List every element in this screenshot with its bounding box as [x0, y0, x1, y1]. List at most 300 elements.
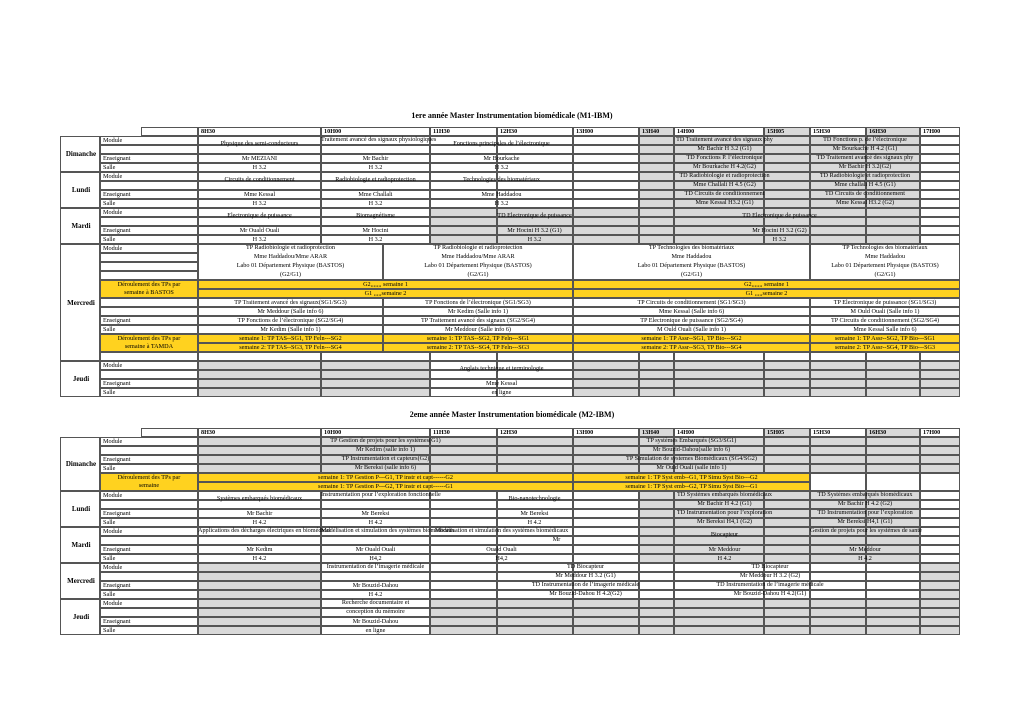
m2-mer-cell — [920, 563, 960, 572]
m1-lun-row-label — [100, 181, 198, 190]
m2-time-16h30: 16H30 — [866, 428, 920, 437]
m2-time-8h30: 8H30 — [198, 428, 321, 437]
m1-jeu-row-label: Enseignant — [100, 379, 198, 388]
m1-lun-td-a1: TD Radiobiologie et radioprotection — [679, 172, 770, 179]
m1-lun-cell — [573, 172, 639, 181]
m1-jeu-course1-room: en ligne — [491, 389, 512, 396]
m2-jeu-day-jeu — [60, 599, 100, 635]
m2-lun-c2: Instrumentation pour l’exploration fonctionnelle — [321, 491, 441, 498]
m1-jeu-course1-teacher: Mme Kessal — [485, 380, 518, 387]
m1-jeu-cell — [639, 379, 674, 388]
m2-mer-cell — [920, 581, 960, 590]
m1-jeu-cell — [573, 388, 639, 397]
m1-mer-last-cell — [573, 352, 639, 361]
m1-mer-t8: TP Circuits de conditionnement (SG2/SG4) — [810, 316, 960, 325]
m1-jeu-day-label-jeu: Jeudi — [72, 375, 90, 383]
m1-dim-td-a1b: Mr Bachir H 3.2 (G1) — [697, 145, 752, 152]
m2-dim-b1: TP systèmes Embarqués (SG3/SG1) — [646, 437, 737, 444]
m2-lun-cell — [321, 500, 430, 509]
m1-time-13h40: 13H40 — [639, 127, 674, 136]
m2-mer-b2b: Mr Bouzid-Dahou H 4.2(G1) — [733, 590, 807, 597]
m2-mar-c5s: H 4.2 — [858, 555, 872, 562]
m1-mar-day-mar — [60, 208, 100, 244]
m1-jeu-cell — [810, 361, 866, 370]
m1-lun-course3-room: H 3.2 — [494, 200, 509, 207]
m2-mer-cell — [198, 572, 321, 581]
m1-mar-cell — [920, 208, 960, 217]
m2-mar-cell — [573, 527, 639, 536]
m2-mar-day-label-mar: Mardi — [71, 541, 91, 549]
m2-jeu-cell — [764, 617, 810, 626]
m2-jeu-cell — [497, 626, 573, 635]
m2-jeu-cell — [639, 617, 674, 626]
m1-lun-cell — [573, 190, 639, 199]
m2-mer-a1b: Mr Meddour H 3.2 (G1) — [555, 572, 616, 579]
m1-lun-td-b1: TD Radiobiologie et radioprotection — [819, 172, 911, 179]
m1-mar-row-label — [100, 217, 198, 226]
m2-dim-row-label: Module — [100, 437, 198, 446]
m1-mer-tp-frame — [810, 244, 960, 280]
m1-jeu-cell — [866, 361, 920, 370]
m2-mar-c3x: Mr — [552, 536, 561, 543]
m2-lun-a2b: Mr Bereksi H4,1 (G2) — [697, 518, 752, 525]
m1-jeu-cell — [764, 370, 810, 379]
m2-dim-a1b: Mr Kedim (salle info 1) — [355, 446, 416, 453]
m1-dim-course2-room: H 3.2 — [368, 164, 383, 171]
m2-time-11h30: 11H30 — [430, 428, 497, 437]
m2-dim-a1: TP Gestion de projets pour les systèmes(G1) — [330, 437, 441, 444]
m2-jeu-cell — [674, 599, 764, 608]
m1-lun-cell — [573, 181, 639, 190]
m1-mer-bastos-w1b: G2,,,,,,, semaine 1 — [573, 280, 960, 289]
m2-mer-b1b: Mr Meddour H 3.2 (G2) — [739, 572, 801, 579]
m1-mer-t2b: Mr Kedim (Salle info 1) — [383, 307, 573, 316]
m2-time-15h05: 15H05 — [764, 428, 810, 437]
m2-dim-row-label: Enseignant — [100, 455, 198, 464]
m2-lun-b2b: Mr Bereksi H4,1 (G1) — [837, 518, 893, 525]
m2-dim-cell — [920, 473, 960, 491]
m2-jeu-cell — [810, 617, 866, 626]
m1-jeu-cell — [573, 379, 639, 388]
m2-mar-cell — [810, 536, 866, 545]
m1-dim-course2: Traitement avancé des signaux physiologiques — [321, 136, 437, 143]
m2-jeu-cell — [639, 608, 674, 617]
m2-mer-a2: TD Instrumentation de l’imagerie médicale — [531, 581, 640, 588]
m2-lun-b1b: Mr Bachir H 4.2 (G2) — [837, 500, 893, 507]
m2-jeu-cell — [866, 599, 920, 608]
m1-lun-cell — [920, 199, 960, 208]
m1-mar-td2: TD Electronique de puissance — [742, 212, 817, 219]
m2-jeu-cell — [866, 626, 920, 635]
m1-mer-tp2-s: Labo 01 Département Physique (BASTOS) — [424, 262, 532, 269]
m1-mer-t6b: Mr Meddour (Salle info 6) — [383, 325, 573, 334]
m1-day-label-mer: Mercredi — [67, 298, 95, 307]
m2-time-17h00: 17H00 — [920, 428, 960, 437]
m2-mar-cell — [573, 545, 639, 554]
m1-dim-cell — [920, 145, 960, 154]
m1-jeu-cell — [810, 379, 866, 388]
m1-dim-cell — [573, 154, 639, 163]
m2-mer-cell — [920, 572, 960, 581]
m2-mer-a1: TD Biocapteur — [567, 563, 604, 570]
m2-dim-cell — [920, 446, 960, 455]
m2-jeu-c1s: en ligne — [365, 627, 386, 634]
m2-dim-cell — [810, 473, 866, 491]
m1-mer-tp-frame — [383, 244, 573, 280]
m1-mar-course2: Biomagnétisme — [356, 212, 395, 219]
m1-mar-row-label: Enseignant — [100, 226, 198, 235]
m1-mar-cell — [920, 235, 960, 244]
m1-mer-tamda-z7: semaine 1: TP Assr--SG2, TP Bio---SG1 — [810, 334, 960, 343]
m2-dim-cell — [866, 446, 920, 455]
m2-dim-cell — [920, 437, 960, 446]
m2-mer-c1: Instrumentation de l’imagerie médicale — [326, 563, 425, 570]
m2-dim-b2: TP Simulation de systemes Biomédicaux (SG4/SG2) — [626, 455, 757, 462]
m1-mer-tp2-e: Mme Haddadou/Mme ARAR — [441, 253, 515, 260]
m1-dim-row-label: Module — [100, 136, 198, 145]
m1-mer-t6: TP Traitement avancé des signaux (SG2/SG4) — [383, 316, 573, 325]
m2-mar-c4: Biocapteur — [710, 531, 739, 538]
m1-dim-course1: Physique des semi-conducteurs — [220, 140, 299, 147]
m1-jeu-cell — [674, 370, 764, 379]
m1-jeu-cell — [321, 361, 430, 370]
m2-jeu-cell — [810, 599, 866, 608]
m2-lun-a1: TD Systèmes embarqués biomédicaux — [676, 491, 773, 498]
m1-time-8h30: 8H30 — [198, 127, 321, 136]
m2-mer-a2b: Mr Bouzid-Dahou H 4.2(G2) — [549, 590, 622, 597]
m1-lun-td-b1b: Mme challali H 4.5 (G1) — [834, 181, 896, 188]
m1-mer-last-cell — [430, 352, 497, 361]
m1-dim-course2-teacher: Mr Bachir — [362, 155, 389, 162]
m1-jeu-cell — [764, 388, 810, 397]
m1-dim-row-label: Enseignant — [100, 154, 198, 163]
m2-lun-c3e: Mr Bereksi — [520, 510, 549, 517]
m2-jeu-cell — [639, 599, 674, 608]
m1-mer-tp4-e: Mme Haddadou — [864, 253, 906, 260]
m2-jeu-row-label: Salle — [100, 626, 198, 635]
m2-dim-row-label — [100, 446, 198, 455]
m2-jeu-c1: Recherche documentaire et — [341, 599, 410, 606]
m2-mer-row-label: Enseignant — [100, 581, 198, 590]
m1-dim-td-b2b: Mr Bachir H 3.2(G2) — [838, 163, 892, 170]
m2-jeu-cell — [674, 617, 764, 626]
m2-lun-a1b: Mr Bachir H 4.2 (G1) — [697, 500, 752, 507]
m2-jeu-cell — [430, 599, 497, 608]
m2-jeu-cell — [866, 608, 920, 617]
m1-lun-td-a1b: Mme Challali H 4.5 (G2) — [693, 181, 756, 188]
m1-jeu-cell — [321, 379, 430, 388]
m1-time-10h00: 10H00 — [321, 127, 430, 136]
m2-lun-c1e: Mr Bachir — [246, 510, 273, 517]
m1-day-mer — [60, 244, 100, 361]
m2-lun-c3s: H 4.2 — [527, 519, 542, 526]
m2-mer-row-label — [100, 572, 198, 581]
m2-mer-c1s: H 4.2 — [368, 591, 383, 598]
m1-mer-tp2: TP Radiobiologie et radioprotection — [433, 244, 523, 251]
m2-lun-a2: TD Instrumentation pour l’exploration — [676, 509, 773, 516]
m2-jeu-cell — [920, 617, 960, 626]
m2-time-10h00: 10H00 — [321, 428, 430, 437]
m2-mer-cell — [198, 563, 321, 572]
m2-mar-c1s: H 4.2 — [252, 555, 267, 562]
m2-lun-row-label: Enseignant — [100, 509, 198, 518]
m2-mer-b2: TD Instrumentation de l’imagerie médicale — [716, 581, 824, 588]
m2-title: 2eme année Master Instrumentation biomédicale (M2-IBM) — [409, 410, 615, 419]
m1-jeu-cell — [920, 361, 960, 370]
m2-lun-c3: Bio-nanotechnologie — [508, 495, 561, 502]
m2-mar-c1: Applications des décharges électriques en biomédical — [198, 527, 331, 534]
m2-jeu-cell — [198, 626, 321, 635]
m1-jeu-row-label — [100, 370, 198, 379]
m2-jeu-cell — [866, 617, 920, 626]
m2-mar-c4e: Mr Meddour — [708, 546, 741, 553]
m1-time-15h05: 15H05 — [764, 127, 810, 136]
m2-dim-cell — [810, 446, 866, 455]
m1-mer-tp1-s: Labo 01 Département Physique (BASTOS) — [236, 262, 345, 269]
m2-mar-c3e: Ouald Ouali — [486, 546, 517, 553]
m2-dim-cell — [866, 437, 920, 446]
m1-mer-tp3-g: (G2/G1) — [681, 271, 702, 278]
m2-dim-a2b: Mr Bereksi (salle info 6) — [354, 464, 417, 471]
m2-lun-c2s: H 4.2 — [368, 519, 383, 526]
m2-jeu-cell — [674, 608, 764, 617]
m2-jeu-c1e: Mr Bouzid-Dahou — [352, 618, 399, 625]
m2-dim-a2: TP Instrumentation et capteurs(G2) — [341, 455, 430, 462]
m1-jeu-cell — [198, 361, 321, 370]
m1-lun-td-a2b: Mme Kessal H3.2 (G1) — [695, 199, 754, 206]
m2-mar-cell — [573, 536, 639, 545]
m2-lun-cell — [920, 509, 960, 518]
m2-jeu-cell — [674, 626, 764, 635]
m1-mer-row-label: Salle — [100, 325, 198, 334]
m1-dim-course1-room: H 3.2 — [252, 164, 267, 171]
m2-lun-cell — [920, 491, 960, 500]
m1-dim-td-b1: TD Fonctions p. de l’électronique — [823, 136, 907, 143]
m2-mar-c3s: H4,2 — [495, 555, 508, 562]
m1-jeu-course1: Anglais technique et terminologie — [459, 365, 544, 372]
m1-lun-course1-teacher: Mme Kessal — [243, 191, 276, 198]
m1-mar-td2-room: H 3.2 — [772, 236, 787, 243]
m2-dim-deroulement-label: Déroulement des TPs par semaine — [100, 473, 198, 491]
m2-lun-c2e: Mr Bereksi — [361, 510, 390, 517]
m2-jeu-cell — [198, 608, 321, 617]
m2-lun-c1: Systèmes embarqués biomédicaux — [216, 495, 303, 502]
m2-time-15h30: 15H30 — [810, 428, 866, 437]
m2-time-14h00: 14H00 — [674, 428, 764, 437]
m2-time-header — [60, 428, 960, 437]
m2-mer-cell — [866, 581, 920, 590]
m2-jeu-cell — [639, 626, 674, 635]
m1-lun-course3: Technologies des biomatériaux — [463, 176, 540, 183]
m1-mer-bastos-w2b: G1 ,,,,,semaine 2 — [573, 289, 960, 298]
m1-mer-tp1: TP Radiobiologie et radioprotection — [246, 244, 335, 251]
m2-lun-b2: TD Instrumentation pour l’exploration — [817, 509, 913, 516]
m1-mar-td1-room: H 3.2 — [527, 236, 542, 243]
m1-mer-row-label — [100, 298, 198, 307]
m1-mer-row-label: Module — [100, 244, 198, 253]
m1-dim-course3-teacher: Mr Bourkache — [483, 155, 520, 162]
m2-dim-y4: semaine 1: TP Syst emb--G2, TP Simu Syst Bio---G1 — [573, 482, 810, 491]
m1-mer-last-cell — [866, 352, 920, 361]
m1-mer-t8b: Mme Kessal Salle info 6) — [810, 325, 960, 334]
m1-jeu-cell — [198, 379, 321, 388]
m2-mer-cell — [198, 590, 321, 599]
m1-mar-td1: TD Electronique de puissance — [497, 212, 572, 219]
m2-lun-day-lun — [60, 491, 100, 527]
m2-mer-cell — [920, 590, 960, 599]
m2-mer-cell — [430, 572, 497, 581]
m1-title: 1ere année Master Instrumentation biomédicale (M1-IBM) — [411, 111, 613, 120]
m1-dim-row-label: Salle — [100, 163, 198, 172]
m1-mar-course1-teacher: Mr Ouald Ouali — [239, 227, 280, 234]
m1-dim-day-label-dim: Dimanche — [65, 150, 97, 158]
m1-lun-course2-teacher: Mme Challali — [358, 191, 393, 198]
m1-mar-td1-teacher: Mr Hocini H 3.2 (G1) — [507, 227, 562, 234]
m2-dim-cell — [810, 455, 866, 464]
m2-dim-b1b: Mr Bouzid-Dahou(salle info 6) — [652, 446, 731, 453]
m1-lun-course2: Radiobiologie et radioprotection — [335, 176, 416, 183]
m1-mar-day-label-mar: Mardi — [71, 222, 91, 230]
m1-mer-tp4: TP Technologies des biomatériaux — [842, 244, 928, 251]
m2-lun-b1: TD Systèmes embarqués biomédicaux — [817, 491, 913, 498]
m1-dim-day-dim — [60, 136, 100, 172]
m2-jeu-cell — [198, 617, 321, 626]
m2-jeu-cell — [810, 608, 866, 617]
m1-mer-tamda-z8: semaine 2: TP Assr--SG4, TP Bio---SG3 — [810, 343, 960, 352]
m1-mer-bastos-w2: G1 ,,,,,semaine 2 — [198, 289, 573, 298]
m1-mer-row-label: Enseignant — [100, 316, 198, 325]
m1-jeu-row-label: Salle — [100, 388, 198, 397]
m2-mar-c5: Gestion de projets pour les systèmes de santé — [810, 527, 922, 534]
m2-dim-cell — [920, 464, 960, 473]
m1-mer-row-label — [100, 262, 198, 271]
m2-mer-b1: TD Biocapteur — [751, 563, 789, 570]
m2-mar-row-label: Module — [100, 527, 198, 536]
m1-mer-t4b: M Ould Ouali (Salle info 1) — [810, 307, 960, 316]
m1-dim-cell — [920, 136, 960, 145]
m1-lun-day-label-lun: Lundi — [71, 186, 91, 194]
m1-mer-t4: TP Electronique de puissance (SG1/SG3) — [810, 298, 960, 307]
m1-dim-td-a2b: Mr Bourkache H 4.2(G2) — [693, 163, 756, 170]
m1-lun-cell — [920, 181, 960, 190]
m1-jeu-cell — [573, 370, 639, 379]
m1-mar-cell — [920, 226, 960, 235]
m2-lun-c1s: H 4.2 — [252, 519, 267, 526]
m2-time-13h40: 13H40 — [639, 428, 674, 437]
m2-dim-y2: semaine 1: TP Gestion P---G2, TP instr et capt------G1 — [198, 482, 573, 491]
m2-jeu-cell — [764, 608, 810, 617]
m2-lun-row-label — [100, 500, 198, 509]
m1-lun-td-b2: TD Circuits de conditionnement — [825, 190, 905, 197]
m1-jeu-cell — [321, 370, 430, 379]
m2-mar-cell — [920, 545, 960, 554]
m1-dim-course3-room: H 3.2 — [494, 164, 509, 171]
m1-mer-tamda-label: Déroulement des TPs par semaine à TAMDA — [100, 334, 198, 352]
m2-mar-c4s: H 4.2 — [717, 555, 732, 562]
m2-mar-day-mar — [60, 527, 100, 563]
m2-mer-day-mer — [60, 563, 100, 599]
m1-mer-tp3-e: Mme Haddadou — [671, 253, 712, 260]
m2-jeu-cell — [573, 617, 639, 626]
m2-dim-cell — [810, 464, 866, 473]
m2-mar-cell — [920, 536, 960, 545]
m1-jeu-cell — [810, 370, 866, 379]
m1-lun-cell — [920, 190, 960, 199]
m2-lun-day-label-lun: Lundi — [71, 505, 91, 513]
m1-mer-tp2-g: (G2/G1) — [467, 271, 489, 278]
m2-mar-c2: Modélisation et simulation des systèmes biomédicaux — [321, 527, 455, 534]
m1-jeu-cell — [764, 361, 810, 370]
m2-mar-c3: Modélisation et simulation des systèmes biomédicaux — [434, 527, 569, 534]
m1-mer-t3: TP Circuits de conditionnement (SG1/SG3) — [573, 298, 810, 307]
m1-time-14h00: 14H00 — [674, 127, 764, 136]
m2-jeu-cell — [497, 599, 573, 608]
m1-time-12h30: 12H30 — [497, 127, 573, 136]
m1-dim-course1-teacher: Mr MEZIANI — [241, 155, 278, 162]
m1-dim-cell — [573, 145, 639, 154]
m1-jeu-cell — [920, 388, 960, 397]
m1-jeu-cell — [866, 388, 920, 397]
m1-mer-tp4-s: Labo 01 Département Physique (BASTOS) — [831, 262, 939, 269]
m1-mer-tamda-z2: semaine 2: TP TAS--SG3, TP Feln---SG4 — [198, 343, 383, 352]
m1-jeu-cell — [764, 379, 810, 388]
m2-mar-cell — [920, 554, 960, 563]
m1-lun-cell — [573, 199, 639, 208]
m1-mer-tp1-e: Mme Haddadou/Mme ARAR — [253, 253, 328, 260]
m2-jeu-cell — [573, 608, 639, 617]
m1-mer-t1: TP Traitement avancé des signaux(SG1/SG3) — [198, 298, 383, 307]
m1-dim-cell — [920, 163, 960, 172]
m2-mar-row-label: Salle — [100, 554, 198, 563]
m1-mer-last-cell — [764, 352, 810, 361]
m1-mer-row-label — [100, 271, 198, 280]
m1-jeu-cell — [639, 388, 674, 397]
m1-mar-course1: Electronique de puissance — [227, 212, 292, 219]
m1-mar-course1-room: H 3.2 — [252, 236, 267, 243]
m1-time-13h00: 13H00 — [573, 127, 639, 136]
m2-mar-cell — [573, 554, 639, 563]
m2-mar-cell — [866, 536, 920, 545]
m2-lun-cell — [920, 500, 960, 509]
m1-mer-tamda-z5: semaine 1: TP Assr--SG1, TP Bio---SG2 — [573, 334, 810, 343]
m1-mar-course2-room: H 3.2 — [368, 236, 383, 243]
m1-mer-t1b: Mr Meddour (Salle info 6) — [198, 307, 383, 316]
m2-mer-cell — [198, 581, 321, 590]
m1-mer-last-cell — [198, 352, 321, 361]
m1-mer-tp3: TP Technologies des biomatériaux — [648, 244, 735, 251]
m1-jeu-cell — [198, 388, 321, 397]
m1-lun-cell — [920, 172, 960, 181]
m1-mer-tamda-z1: semaine 1: TP TAS--SG1, TP Feln---SG2 — [198, 334, 383, 343]
m2-mar-row-label: Enseignant — [100, 545, 198, 554]
m2-jeu-cell — [573, 599, 639, 608]
m2-jeu-cell — [430, 626, 497, 635]
m1-dim-cell — [920, 154, 960, 163]
m1-jeu-cell — [674, 388, 764, 397]
m1-mar-row-label: Module — [100, 208, 198, 217]
m1-dim-course2-b — [321, 145, 430, 154]
m1-mer-row-label — [100, 307, 198, 316]
m2-jeu-cell — [198, 599, 321, 608]
m1-mer-last-cell — [674, 352, 764, 361]
m1-dim-cell — [573, 136, 639, 145]
m1-jeu-cell — [866, 370, 920, 379]
m2-jeu-cell — [497, 617, 573, 626]
m1-mer-t7: TP Electronique de puissance (SG2/SG4) — [573, 316, 810, 325]
m2-mar-c5e: Mr Meddour — [849, 546, 881, 553]
m2-mar-c2e: Mr Ouald Ouali — [355, 546, 396, 553]
m2-jeu-row-label: Module — [100, 599, 198, 608]
